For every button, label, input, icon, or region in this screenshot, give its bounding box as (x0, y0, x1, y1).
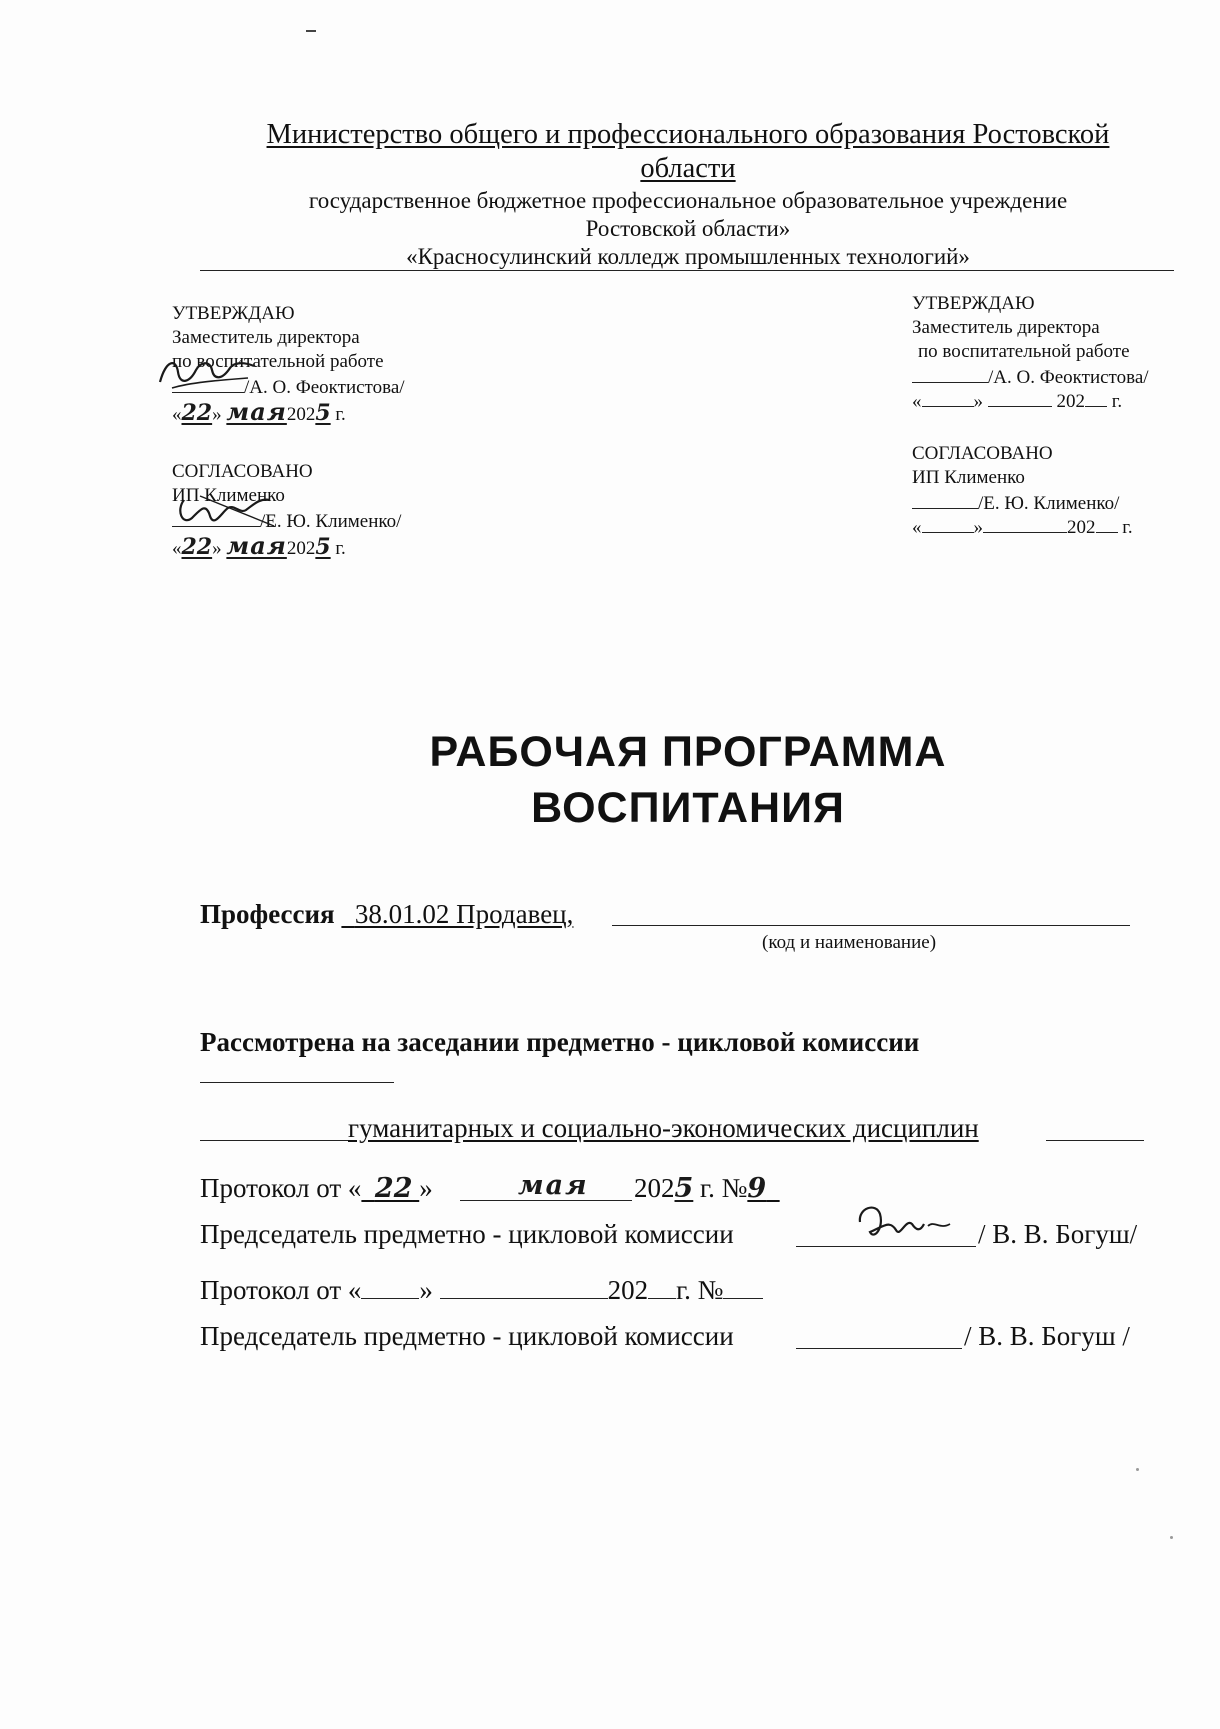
commission-name-lead-line (200, 1140, 348, 1141)
left-agree-heading: СОГЛАСОВАНО (172, 461, 313, 482)
left-agree-signature (170, 490, 280, 534)
chair-1-label: Председатель предметно - цикловой комиссии (200, 1219, 734, 1249)
profession-line (200, 898, 573, 930)
commission-heading: Рассмотрена на заседании предметно - цикловой комиссии (200, 1027, 920, 1057)
scan-mark (306, 30, 316, 32)
right-approve-date: « » 202 г. (912, 388, 1122, 413)
protocol-1-line: Протокол от « 22 » (200, 1173, 433, 1204)
right-agree-org: ИП Клименко (912, 467, 1025, 488)
protocol-1-year-number: 2025 г. №9 (634, 1173, 767, 1204)
chair-1-name: / В. В. Богуш/ (978, 1219, 1138, 1249)
left-approve-month: мая (226, 397, 287, 426)
ministry-line-1: Министерство общего и профессионального образования Ростовской (266, 119, 1110, 150)
ministry-line-2: области (640, 153, 736, 184)
left-approve-day: 22 (181, 400, 213, 426)
left-approve-signature (152, 352, 262, 394)
protocol-1-year-digit: 5 (674, 1173, 694, 1204)
right-approve-position-2: по воспитательной работе (918, 341, 1130, 362)
right-agree-heading: СОГЛАСОВАНО (912, 443, 1053, 464)
chair-2-label: Председатель предметно - цикловой комиссии (200, 1321, 734, 1351)
right-approve-name-line (912, 364, 1149, 389)
profession-value: 38.01.02 Продавец, (354, 899, 574, 929)
chair-1-signature (850, 1200, 958, 1250)
left-agree-date: «22» мая2025 г. (172, 531, 346, 560)
left-agree-name: /Е. Ю. Клименко/ (260, 511, 402, 532)
left-approve-name: /А. О. Феоктистова/ (244, 377, 405, 398)
scan-speck (1136, 1468, 1139, 1471)
protocol-2-line: Протокол от « » 202 г. № (200, 1274, 763, 1306)
chair-2-signature-line (796, 1348, 962, 1349)
chair-2-name: / В. В. Богуш / (964, 1321, 1130, 1351)
left-approve-year-digit: 5 (315, 400, 331, 426)
left-agree-month: мая (226, 531, 287, 560)
commission-name-tail-line (1046, 1140, 1144, 1141)
right-agree-date: « » 202 г. (912, 514, 1133, 539)
left-approve-heading: УТВЕРЖДАЮ (172, 303, 295, 324)
right-approve-name: /А. О. Феоктистова/ (988, 367, 1149, 388)
profession-underline (612, 925, 1130, 926)
commission-blank-line (200, 1082, 394, 1083)
profession-label: Профессия (200, 899, 335, 929)
right-approve-heading: УТВЕРЖДАЮ (912, 293, 1035, 314)
protocol-1-number: 9 (747, 1173, 767, 1204)
scan-speck (1170, 1536, 1173, 1539)
left-agree-day: 22 (181, 534, 213, 560)
left-approve-date: «22» мая2025 г. (172, 397, 346, 426)
commission-name: гуманитарных и социально-экономических дисциплин (348, 1113, 979, 1143)
left-agree-year-digit: 5 (315, 534, 331, 560)
right-agree-name-line (912, 490, 1119, 515)
header-rule (200, 270, 1174, 271)
right-approve-position-1: Заместитель директора (912, 317, 1100, 338)
document-title-line-1: РАБОЧАЯ ПРОГРАММА (429, 728, 947, 776)
left-approve-position-1: Заместитель директора (172, 327, 360, 348)
institution-line-1: государственное бюджетное профессиональное образовательное учреждение (308, 188, 1068, 213)
profession-caption: (код и наименование) (762, 932, 937, 953)
institution-line-2: Ростовской области» (585, 216, 791, 241)
institution-line-3: «Красносулинский колледж промышленных технологий» (406, 244, 970, 269)
right-agree-name: /Е. Ю. Клименко/ (978, 493, 1120, 514)
protocol-1-month: мая (518, 1170, 589, 1201)
left-agree-org: ИП Клименко (172, 485, 285, 506)
left-approve-position-2: по воспитательной работе (172, 351, 384, 372)
protocol-1-day: 22 (374, 1173, 413, 1204)
document-title-line-2: ВОСПИТАНИЯ (531, 784, 845, 832)
